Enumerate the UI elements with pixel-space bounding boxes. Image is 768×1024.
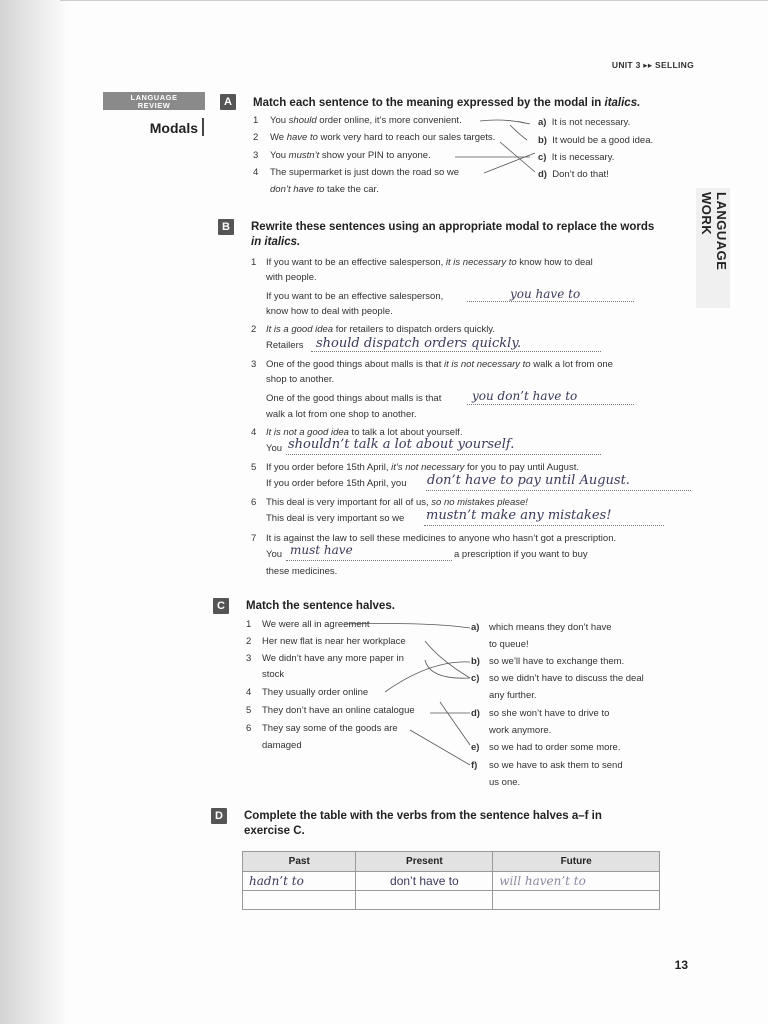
section-title: Modals — [149, 120, 198, 136]
ex-b-5-b: for you to pay until August. — [464, 462, 579, 473]
ex-b-4-ital: It is not a good idea — [266, 427, 349, 438]
ex-b-5-ital: it’s not necessary — [391, 462, 465, 473]
ex-c-left-3: We didn’t have any more paper in — [262, 653, 404, 664]
match-line-j — [440, 702, 470, 745]
table-row — [243, 872, 660, 891]
meaning-b-letter: b) — [538, 135, 547, 146]
ex-a-num-4: 4 — [253, 167, 259, 178]
ex-c-right-e: so we had to order some more. — [489, 742, 621, 753]
exercise-a-title-italic: italics. — [604, 97, 641, 109]
ex-a-4-post: take the car. — [324, 184, 379, 195]
ex-b-num-3: 3 — [251, 359, 257, 370]
ex-b-2-b: for retailers to dispatch orders quickly. — [333, 324, 495, 335]
ex-b-1-prompt — [266, 257, 593, 269]
ex-c-left-6: They say some of the goods are — [262, 723, 398, 734]
ex-c-right-a-letter: a) — [471, 622, 480, 633]
verbs-table — [242, 851, 660, 910]
ex-b-6-ital: so no mistakes please! — [431, 497, 528, 508]
ex-c-right-d-cont: work anymore. — [489, 725, 552, 736]
ex-c-left-2: Her new flat is near her workplace — [262, 636, 406, 647]
ex-b-2-handwritten: should dispatch orders quickly. — [316, 336, 522, 351]
exercise-a-title — [253, 95, 640, 111]
match-line-d — [484, 153, 535, 173]
ex-a-2-ital: have to — [286, 132, 318, 143]
ex-b-6-answer-pre: This deal is very important so we — [266, 513, 405, 524]
exercise-d-title-line1: Complete the table with the verbs from the sentence halves a–f in — [244, 810, 602, 822]
table-cell-future[interactable] — [493, 872, 660, 891]
ex-c-right-f: so we have to ask them to send — [489, 760, 623, 771]
match-line-g — [425, 641, 470, 678]
ex-a-sentence-1 — [270, 115, 462, 127]
present-answer: don’t have to — [390, 874, 459, 888]
ex-a-sentence-2 — [270, 132, 495, 144]
ex-c-left-5: They don’t have an online catalogue — [262, 705, 415, 716]
ex-c-num-6: 6 — [246, 723, 252, 734]
ex-b-num-6: 6 — [251, 497, 257, 508]
exercise-b-badge: B — [218, 219, 234, 235]
ex-c-right-c-letter: c) — [471, 673, 480, 684]
ex-b-2-answer-line — [311, 351, 601, 352]
meaning-b-text: It would be a good idea. — [552, 135, 654, 146]
ex-b-7-answer-cont: these medicines. — [266, 566, 338, 577]
ex-b-3-a: One of the good things about malls is that — [266, 359, 444, 370]
match-line-b — [510, 125, 527, 140]
ex-b-num-7: 7 — [251, 533, 257, 544]
ex-c-left-4: They usually order online — [262, 687, 369, 698]
exercise-b-title-line1: Rewrite these sentences using an appropriate modal to replace the words — [251, 221, 655, 233]
ex-b-6-answer-line — [424, 525, 664, 526]
match-line-a — [480, 120, 530, 124]
match-line-k — [410, 730, 470, 765]
ex-c-right-f-cont: us one. — [489, 777, 521, 788]
ex-c-right-a: which means they don’t have — [489, 622, 612, 633]
table-cell-past[interactable] — [243, 872, 356, 891]
ex-b-5-answer-line — [426, 490, 691, 491]
ex-b-7-answer-line — [286, 560, 452, 561]
ex-b-7-handwritten: must have — [290, 543, 353, 557]
ex-b-3-handwritten: you don’t have to — [472, 389, 578, 403]
ex-b-4-answer-line — [286, 454, 601, 455]
ex-c-right-d-letter: d) — [471, 708, 480, 719]
ex-b-num-2: 2 — [251, 324, 257, 335]
exercise-d-title-line2: exercise C. — [244, 825, 305, 837]
ex-c-right-d: so she won’t have to drive to — [489, 708, 610, 719]
ex-b-5-handwritten: don’t have to pay until August. — [427, 473, 630, 488]
exercise-c-badge: C — [213, 598, 229, 614]
ex-b-3-prompt — [266, 359, 613, 371]
ex-b-7-answer-pre: You — [266, 549, 283, 560]
ex-b-1-a: If you want to be an effective salesperson, — [266, 257, 446, 268]
ex-c-right-b-letter: b) — [471, 656, 480, 667]
table-row — [243, 891, 660, 910]
ex-c-left-1: We were all in agreement — [262, 619, 370, 630]
side-tab-label: LANGUAGE WORK — [699, 192, 729, 271]
ex-a-4-ital: don’t have to — [270, 184, 325, 195]
page-number: 13 — [674, 958, 688, 972]
ex-a-num-1: 1 — [253, 115, 259, 126]
ex-b-3-b: walk a lot from one — [530, 359, 613, 370]
table-cell-present[interactable] — [356, 872, 493, 891]
meaning-d — [538, 169, 609, 181]
ex-c-right-e-letter: e) — [471, 742, 480, 753]
ex-a-1-pre: You — [270, 115, 289, 126]
ex-b-num-5: 5 — [251, 462, 257, 473]
meaning-a-text: It is not necessary. — [551, 117, 631, 128]
meaning-d-letter: d) — [538, 169, 547, 180]
unit-header: UNIT 3 ▸▸ SELLING — [611, 60, 694, 70]
ex-a-sentence-4-cont — [270, 184, 379, 196]
ex-b-5-answer-pre: If you order before 15th April, you — [266, 478, 407, 489]
ex-a-sentence-3 — [270, 150, 431, 162]
ex-b-3-answer-post: walk a lot from one shop to another. — [266, 409, 417, 420]
ex-b-4-answer-pre: You — [266, 443, 283, 454]
ex-b-6-a: This deal is very important for all of us, — [266, 497, 432, 508]
ex-c-right-a-cont: to queue! — [489, 639, 529, 650]
ex-c-num-5: 5 — [246, 705, 252, 716]
ex-b-1-prompt-cont: with people. — [266, 272, 317, 283]
table-header-future: Future — [493, 852, 660, 872]
meaning-c-text: It is necessary. — [551, 152, 615, 163]
ex-a-1-ital: should — [288, 115, 317, 126]
ex-b-5-a: If you order before 15th April, — [266, 462, 392, 473]
ex-c-num-1: 1 — [246, 619, 252, 630]
ex-a-3-ital: mustn’t — [288, 150, 320, 161]
ex-b-7-prompt: It is against the law to sell these medicines to anyone who hasn’t got a prescription. — [266, 533, 617, 544]
ex-b-1-handwritten: you have to — [510, 287, 581, 301]
exercise-d-badge: D — [211, 808, 227, 824]
ex-b-3-prompt-cont: shop to another. — [266, 374, 335, 385]
ex-a-num-3: 3 — [253, 150, 259, 161]
meaning-c — [538, 152, 614, 164]
ex-c-num-3: 3 — [246, 653, 252, 664]
exercise-b-title-line2 — [251, 234, 300, 250]
ex-a-1-post: order online, it’s more convenient. — [316, 115, 462, 126]
meaning-a — [538, 117, 630, 129]
meaning-a-letter: a) — [538, 117, 547, 128]
meaning-c-letter: c) — [538, 152, 547, 163]
ex-a-3-pre: You — [270, 150, 289, 161]
exercise-a-badge: A — [220, 94, 236, 110]
table-header-present: Present — [356, 852, 493, 872]
ex-b-1-answer-line — [467, 301, 634, 302]
exercise-a-title-text: Match each sentence to the meaning expressed by the modal in — [253, 97, 602, 109]
table-cell-empty[interactable] — [356, 891, 493, 910]
table-cell-empty[interactable] — [243, 891, 356, 910]
ex-b-7-answer-post: a prescription if you want to buy — [454, 549, 588, 560]
table-cell-empty[interactable] — [493, 891, 660, 910]
ex-c-right-c-cont: any further. — [489, 690, 537, 701]
table-header-past: Past — [243, 852, 356, 872]
ex-a-2-pre: We — [270, 132, 287, 143]
ex-c-num-4: 4 — [246, 687, 252, 698]
exercise-c-title: Match the sentence halves. — [246, 600, 395, 612]
ex-b-3-answer-pre: One of the good things about malls is that — [266, 393, 442, 404]
ex-a-2-post: work very hard to reach our sales targets. — [317, 132, 496, 143]
ex-a-3-post: show your PIN to anyone. — [319, 150, 431, 161]
ex-c-left-6-cont: damaged — [262, 740, 302, 751]
table-header-row — [243, 852, 660, 872]
ex-b-2-ital: It is a good idea — [266, 324, 334, 335]
ex-b-1-b: know how to deal — [516, 257, 593, 268]
ex-a-num-2: 2 — [253, 132, 259, 143]
meaning-d-text: Don’t do that! — [552, 169, 609, 180]
ex-a-sentence-4: The supermarket is just down the road so we — [270, 167, 460, 178]
past-answer: hadn’t to — [249, 874, 304, 888]
ex-b-3-answer-line — [467, 404, 634, 405]
ex-c-right-b: so we’ll have to exchange them. — [489, 656, 625, 667]
ex-c-left-3-cont: stock — [262, 669, 285, 680]
ex-b-num-1: 1 — [251, 257, 257, 268]
ex-b-2-prompt — [266, 324, 495, 336]
exercise-b-title-italic: in italics. — [251, 236, 301, 248]
ex-b-1-answer-post: know how to deal with people. — [266, 306, 393, 317]
ex-c-num-2: 2 — [246, 636, 252, 647]
future-answer: will haven’t to — [499, 874, 586, 888]
meaning-b — [538, 135, 653, 147]
ex-b-3-ital: it is not necessary to — [443, 359, 531, 370]
ex-b-4-b: to talk a lot about yourself. — [348, 427, 463, 438]
ex-b-1-ital: it is necessary to — [445, 257, 517, 268]
ex-c-right-f-letter: f) — [471, 760, 478, 771]
ex-b-4-handwritten: shouldn’t talk a lot about yourself. — [288, 437, 515, 452]
ex-b-2-answer-pre: Retailers — [266, 340, 304, 351]
ex-b-6-handwritten: mustn’t make any mistakes! — [426, 508, 612, 523]
ex-c-right-c: so we didn’t have to discuss the deal — [489, 673, 644, 684]
ex-b-num-4: 4 — [251, 427, 257, 438]
ex-b-1-answer-pre: If you want to be an effective salesperson, — [266, 291, 444, 302]
language-review-tab: LANGUAGE REVIEW — [103, 92, 205, 110]
